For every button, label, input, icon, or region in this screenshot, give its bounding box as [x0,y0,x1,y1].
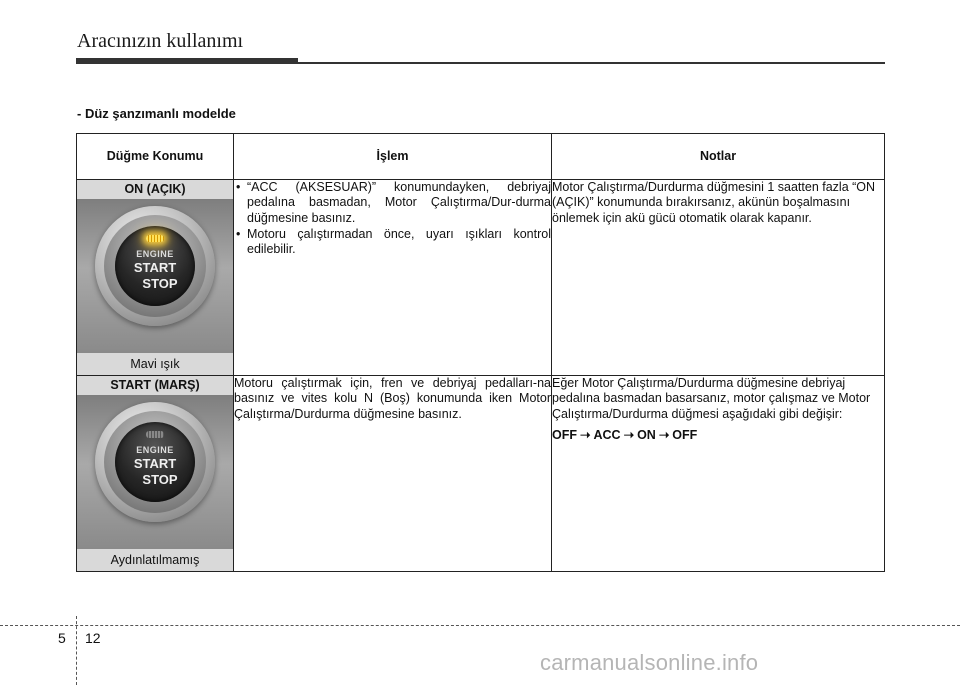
page-number: 12 [85,630,101,646]
list-item: • “ACC (AKSESUAR)” konumundayken, debriyaj pedalına basmadan, Motor Çalıştırma/Dur-durma düğmesine basınız. [236,180,551,225]
button-start-text: START [133,260,177,275]
arrow-right-icon: ➝ [623,427,635,442]
list-item: • Motoru çalıştırmadan önce, uyarı ışıkları kontrol edilebilir. [236,226,551,256]
start-stop-button-illustration [95,206,215,326]
button-engine-text: ENGINE [136,249,174,259]
sequence-step: OFF [552,427,577,442]
column-header-notes: Notlar [552,134,885,180]
indicator-led-icon [146,235,164,242]
button-caption: Mavi ışık [77,353,233,375]
chapter-number: 5 [58,630,66,646]
position-cell [77,180,234,376]
bullet-icon: • [236,180,241,194]
button-position-table [76,133,885,572]
table-row [77,180,885,376]
operation-cell [234,180,552,376]
sequence-step: ACC [593,427,621,442]
button-caption: Aydınlatılmamış [77,549,233,571]
button-image [77,395,233,549]
notes-cell [552,180,885,376]
column-header-operation: İşlem [234,134,552,180]
notes-text: Motor Çalıştırma/Durdurma düğmesini 1 saatten fazla “ON (AÇIK)” konumunda bırakırsanız, akünün boşalmasını önlemek için akü gücü otomatik olarak kapanır. [552,180,876,225]
table-row [77,376,885,572]
notes-text: Eğer Motor Çalıştırma/Durdurma düğmesine debriyaj pedalına basmadan basarsanız, motor çalışmaz ve Motor Çalıştırma/Durdurma düğmesi aşağıdaki gibi değişir: [552,376,871,421]
start-stop-button-illustration [95,402,215,522]
operation-cell [234,376,552,572]
indicator-led-icon [146,431,164,438]
footer-vertical-divider [76,616,77,685]
operation-list [234,180,551,257]
arrow-right-icon: ➝ [580,427,591,442]
header-rule-thin [76,62,885,64]
position-label: START (MARŞ) [77,376,233,395]
mode-sequence [552,428,884,443]
section-title: - Düz şanzımanlı modelde [77,106,236,121]
button-start-text: START [133,456,177,471]
bullet-icon: • [236,226,241,241]
page-header-title: Aracınızın kullanımı [77,30,244,52]
arrow-right-icon: ➝ [658,427,670,442]
notes-cell [552,376,885,572]
button-stop-text: STOP [142,472,178,487]
button-engine-text: ENGINE [136,445,174,455]
position-label: ON (AÇIK) [77,180,233,199]
footer-divider [0,625,960,626]
sequence-step: ON [637,427,656,442]
sequence-step: OFF [672,427,698,442]
operation-text: Motoru çalıştırmak için, fren ve debriyaj pedalları-na basınız ve vites kolu N (Boş) konumunda iken Motor Çalıştırma/Durdurma düğmesine basınız. [234,376,551,421]
column-header-position: Düğme Konumu [77,134,234,180]
table-header-row [77,134,885,180]
button-stop-text: STOP [142,276,178,291]
button-image [77,199,233,353]
watermark: carmanualsonline.info [540,650,759,675]
position-cell [77,376,234,572]
